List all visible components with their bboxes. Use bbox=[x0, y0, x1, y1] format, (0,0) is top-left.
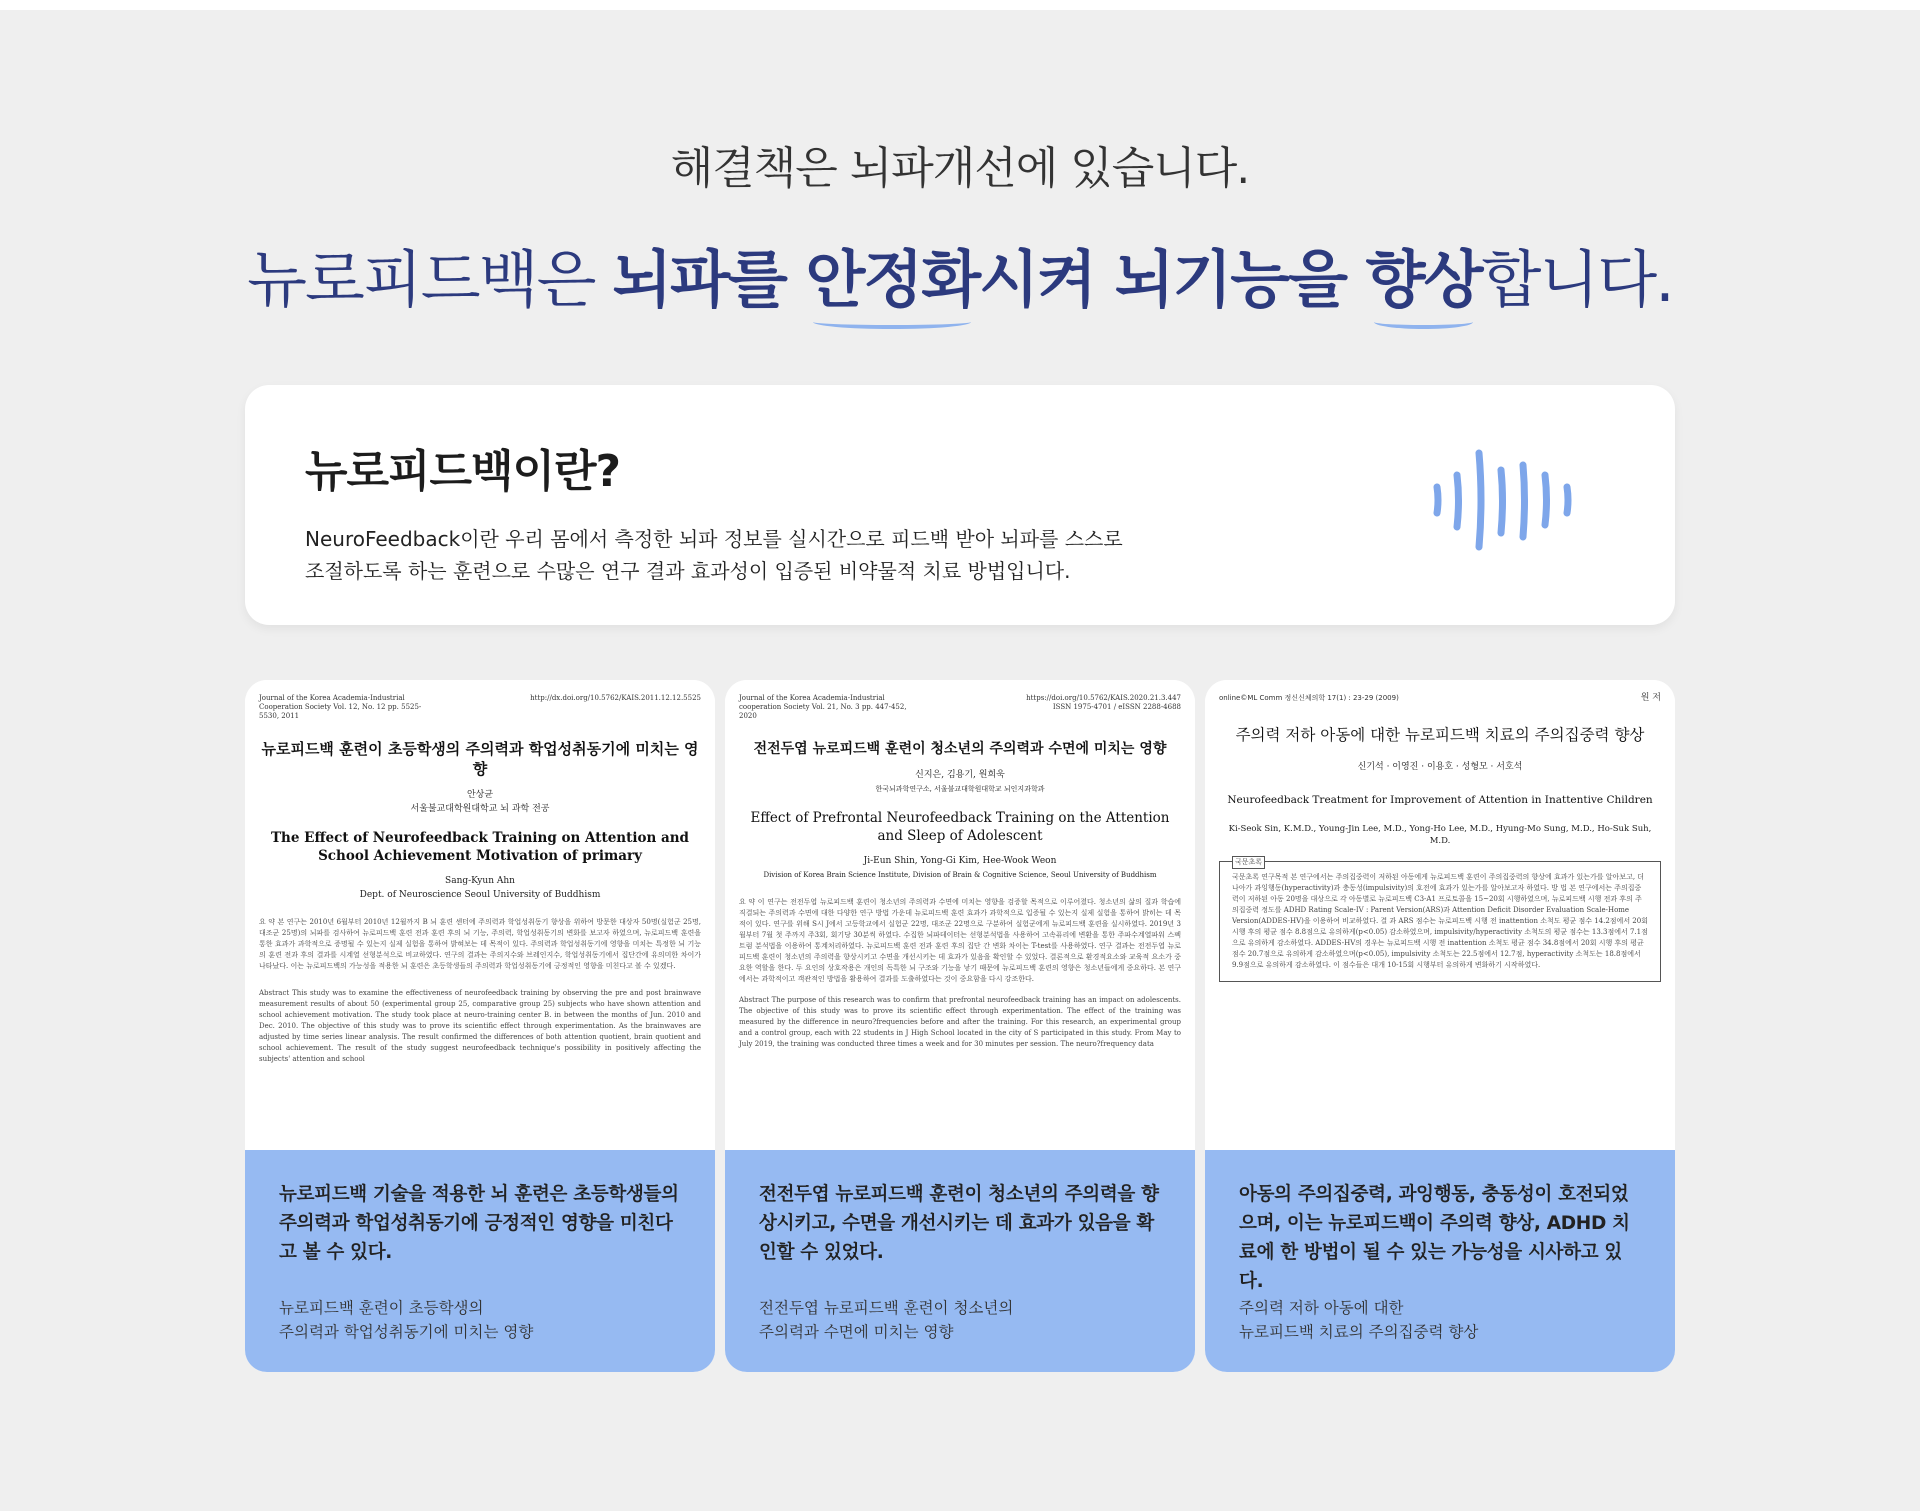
study-summary-3 bbox=[1205, 1150, 1675, 1372]
paper-type: 원 저 bbox=[1640, 693, 1661, 703]
title-underlined-improve: 향상 bbox=[1366, 230, 1482, 319]
intro-text-line: NeuroFeedback이란 우리 몸에서 측정한 뇌파 정보를 실시간으로 피드백 받아 뇌파를 스스로 bbox=[305, 527, 1123, 551]
study-summary-1 bbox=[245, 1150, 715, 1372]
paper-title-en: Neurofeedback Treatment for Improvement of Attention in Inattentive Children bbox=[1227, 794, 1653, 806]
paper-title-ko: 전전두엽 뉴로피드백 훈련이 청소년의 주의력과 수면에 미치는 영향 bbox=[753, 741, 1167, 757]
paper-author-ko: 신기석 · 이영진 · 이용호 · 성형모 · 서호석 bbox=[1357, 762, 1523, 772]
intro-text bbox=[305, 523, 1205, 587]
paper-affiliation-en: Dept. of Neuroscience Seoul University of Buddhism bbox=[359, 890, 601, 900]
study-card-1[interactable] bbox=[245, 680, 715, 1372]
summary-text: 뉴로피드백 기술을 적용한 뇌 훈련은 초등학생들의 주의력과 학업성취동기에 긍정적인 영향을 미친다고 볼 수 있다. bbox=[279, 1184, 679, 1263]
intro-title: 뉴로피드백이란? bbox=[305, 446, 621, 497]
paper-preview-2 bbox=[725, 680, 1195, 1150]
page-subtitle: 해결책은 뇌파개선에 있습니다. bbox=[670, 143, 1250, 194]
paper-abstract-ko: 요 약 본 연구는 2010년 6월부터 2010년 12월까지 B 뇌 훈련 센터에 주의력과 학업성취동기 향상을 위하여 방문한 대상자 50명(실험군 25명, 대조군 25명)의 뇌파를 검사하여 뉴로피드백 훈련 전과 훈련 후의 뇌 기능, 주의력, 학업성취동기의 변화를 보고자 하였으며, 뉴로피드백 훈련을 통한 효과가 과학적으로 증명될 수 있는지 실제 실험을 통하여 밝혀보는 데 목적이 있다. 주의력과 학업성취동기에 영향을 미치는 특정한 뇌 기능의 훈련 전과 후의 결과를 시계열 선형분석으로 비교하였다. 연구의 결과는 주의지수와 브레인지수, 학업성취동기에서 집단간에 유의미한 차이가 나타났다. 이는 뉴로피드백의 가능성을 적용한 뇌 훈련은 초등학생들의 주의력과 학업성취동기에 긍정적인 영향을 미친다고 볼 수 있겠다. bbox=[259, 918, 701, 970]
source-title bbox=[759, 1296, 1159, 1344]
study-card-3[interactable] bbox=[1205, 680, 1675, 1372]
headline bbox=[0, 132, 1920, 319]
study-card-2[interactable] bbox=[725, 680, 1195, 1372]
source-line: 뉴로피드백 치료의 주의집중력 향상 bbox=[1239, 1323, 1479, 1341]
title-underlined-stabilize: 안정화 bbox=[805, 230, 979, 319]
paper-journal: online©ML Comm 정신신체의학 17(1) : 23-29 (2009) bbox=[1219, 694, 1399, 702]
paper-affiliation-en: Division of Korea Brain Science Institute, Division of Brain & Cognitive Science, Seoul University of Buddhism bbox=[763, 871, 1157, 879]
paper-title-ko: 뉴로피드백 훈련이 초등학생의 주의력과 학업성취동기에 미치는 영향 bbox=[261, 740, 699, 778]
source-line: 주의력과 학업성취동기에 미치는 영향 bbox=[279, 1323, 534, 1341]
paper-abstract-ko: 국문초록 연구목적 본 연구에서는 주의집중력이 저하된 아동에게 뉴로피드백 훈련이 주의집중력의 향상에 효과가 있는가를 알아보고, 더 나아가 과잉행동(hyperactivity)과 충동성(impulsivity)의 호전에 효과가 있는가를 알아보고자 하였다. 방 법 본 연구에서는 주의집중력이 저하된 아동 20명을 대상으로 각 아동별로 뉴로피드백 C3-A1 프로토콜을 15~20회 시행하였으며, 뉴로피드백 시행 전과 후의 주의집중력 정도를 ADHD Rating Scale-IV : Parent Version(ARS)과 Attention Deficit Disorder Evaluation Scale-Home Version(ADDES-HV)을 이용하여 비교하였다. 결 과 ARS 점수는 뉴로피드백 시행 전 inattention 소척도 평균 점수 14.2점에서 20회 시행 후의 평균 점수 8.8점으로 유의하게(p<0.05) 감소하였으며, impulsivity/hyperactivity 소척도의 평균 점수는 13.3점에서 7.1점으로 유의하게 감소하였다. ADDES-HV의 경우는 뉴로피드백 시행 전 inattention 소척도 평균 점수 34.8점에서 20회 시행 후의 평균 점수 20.7점으로 유의하게 감소하였으며(p<0.05), impulsivity 소척도는 22.5점에서 12.7점, hyperactivity 소척도는 18.8점에서 9.9점으로 유의하게 감소하였다. 이 점수들은 대개 10-15회 시행부터 유의하게 변화하기 시작하였다. bbox=[1232, 873, 1648, 969]
summary-text: 아동의 주의집중력, 과잉행동, 충동성이 호전되었으며, 이는 뉴로피드백이 주의력 향상, ADHD 치료에 한 방법이 될 수 있는 가능성을 시사하고 있다. bbox=[1239, 1184, 1630, 1292]
source-line: 주의력과 수면에 미치는 영향 bbox=[759, 1323, 954, 1341]
sound-wave-icon bbox=[1427, 445, 1587, 555]
paper-header bbox=[739, 694, 1181, 721]
paper-abstract-en: Abstract This study was to examine the effectiveness of neurofeedback training by observing the pre and post brainwave measurement results of about 50 (experimental group 25, comparative group 25) subjects who have shown attention and school achievement motivation. The study took place at neuro-training center B. in between the months of Jun. 2010 and Dec. 2010. The objective of this study was to prove its scientific effect through experimentation. As the brainwaves are adjusted by time series linear analysis. The result confirmed the differences of both attention quotient, brain quotient and school achievement. The result of the study suggest neurofeedback technique's possibility in positively affecting the subjects' attention and school bbox=[259, 989, 701, 1063]
title-part-2: 뇌파를 bbox=[612, 243, 806, 316]
paper-preview-1 bbox=[245, 680, 715, 1150]
paper-abstract-ko: 요 약 이 연구는 전전두엽 뉴로피드백 훈련이 청소년의 주의력과 수면에 미치는 영향을 검증할 목적으로 이루어졌다. 청소년의 삶의 질과 학습에 직결되는 주의력과 수면에 대한 다양한 연구 방법 가운데 뉴로피드백 훈련 효과가 과학적으로 입증될 수 있는지 실제 실험을 통하여 밝히는 데 목적이 있다. 연구를 위해 S시 J에서 고등학교에서 실험군 22명, 대조군 22명으로 구분하여 실험군에게 뉴로피드백 훈련을 실시하였다. 2019년 3월부터 7월 첫 주까지 주3회, 회기당 30분씩 하였다. 수집한 뇌파데이터는 선형분석법을 사용하여 고속퓨리에 변환을 통한 주파수계열파워 스펙트럼 분석법을 이용하여 통계처리하였다. 뉴로피드백 훈련 전과 훈련 후의 집단 간 변화 차이는 T-test를 사용하였다. 연구 결과는 전전두엽 뉴로피드백 훈련이 청소년의 주의력을 향상시키고 수면을 개선시키는 데 효과가 있음을 확인할 수 있었다. 결론적으로 환경적요소와 교육적 요소가 중요한 역할을 한다. 두 요인의 상호작용은 개인의 독특한 뇌 구조와 기능을 낳기 때문에 뉴로피드백 훈련의 영향은 청소년들에게 중요하다. 본 연구에서는 과학적이고 객관적인 방법을 활용하여 결과를 도출하였다는 것이 중요함을 다시 강조한다. bbox=[739, 898, 1182, 983]
paper-abstract-en: Abstract The purpose of this research was to confirm that prefrontal neurofeedback training has an impact on adolescents. The objective of this study was to prove its scientific effect through experimentation. The effect of the training was measured by the difference in neuro?frequencies before and after the training. For this research, an experimental group and a control group, each with 22 students in J High School located in the city of S participated in this study. From May to July 2019, the training was conducted three times a week and for 30 minutes per session. The neuro?frequency data bbox=[739, 996, 1181, 1048]
source-line: 뉴로피드백 훈련이 초등학생의 bbox=[279, 1299, 484, 1317]
paper-title-en: Effect of Prefrontal Neurofeedback Training on the Attention and Sleep of Adolescent bbox=[750, 810, 1170, 844]
paper-doi: http://dx.doi.org/10.5762/KAIS.2011.12.12.5525 bbox=[530, 694, 701, 702]
paper-author-ko: 신지은, 김용기, 원희욱 bbox=[915, 770, 1005, 780]
paper-author-ko: 안상균 bbox=[466, 790, 494, 800]
paper-author-en: Sang-Kyun Ahn bbox=[445, 876, 515, 886]
paper-abstract-box bbox=[1219, 858, 1661, 982]
source-line: 전전두엽 뉴로피드백 훈련이 청소년의 bbox=[759, 1299, 1014, 1317]
paper-journal: Journal of the Korea Academia-Industrial Cooperation Society Vol. 12, No. 12 pp. 5525-5530, 2011 bbox=[259, 694, 422, 720]
paper-author-en: Ji-Eun Shin, Yong-Gi Kim, Hee-Wook Weon bbox=[863, 856, 1057, 866]
paper-title-en: The Effect of Neurofeedback Training on Attention and School Achievement Motivation of primary bbox=[271, 830, 689, 864]
title-part-4: 시켜 뇌기능을 bbox=[979, 243, 1366, 316]
source-title bbox=[1239, 1296, 1639, 1344]
paper-journal: Journal of the Korea Academia-Industrial cooperation Society Vol. 21, No. 3 pp. 447-452, 2020 bbox=[739, 694, 907, 720]
title-part-6: 합니다. bbox=[1481, 243, 1673, 316]
intro-card bbox=[245, 385, 1675, 625]
paper-affiliation-ko: 한국뇌과학연구소, 서울불교대학원대학교 뇌인지과학과 bbox=[875, 785, 1045, 793]
paper-title-ko: 주의력 저하 아동에 대한 뉴로피드백 치료의 주의집중력 향상 bbox=[1235, 726, 1645, 744]
paper-header bbox=[1219, 694, 1661, 703]
top-divider bbox=[0, 0, 1920, 10]
paper-preview-3 bbox=[1205, 680, 1675, 1150]
summary-text: 전전두엽 뉴로피드백 훈련이 청소년의 주의력을 향상시키고, 수면을 개선시키는 데 효과가 있음을 확인할 수 있었다. bbox=[759, 1184, 1159, 1263]
study-summary-2 bbox=[725, 1150, 1195, 1372]
title-part-1: 뉴로피드백은 bbox=[247, 243, 613, 316]
source-line: 주의력 저하 아동에 대한 bbox=[1239, 1299, 1404, 1317]
paper-doi: https://doi.org/10.5762/KAIS.2020.21.3.447 ISSN 1975-4701 / eISSN 2288-4688 bbox=[1026, 694, 1181, 711]
abstract-tag: 국문초록 bbox=[1232, 856, 1265, 869]
page-title bbox=[0, 230, 1920, 319]
paper-author-en: Ki-Seok Sin, K.M.D., Young-Jin Lee, M.D., Yong-Ho Lee, M.D., Hyung-Mo Sung, M.D., Ho-Suk Suh, M.D. bbox=[1228, 824, 1652, 846]
paper-header bbox=[259, 694, 701, 721]
source-title bbox=[279, 1296, 679, 1344]
intro-text-line: 조절하도록 하는 훈련으로 수많은 연구 결과 효과성이 입증된 비약물적 치료 방법입니다. bbox=[305, 559, 1071, 583]
paper-affiliation-ko: 서울불교대학원대학교 뇌 과학 전공 bbox=[410, 804, 550, 814]
